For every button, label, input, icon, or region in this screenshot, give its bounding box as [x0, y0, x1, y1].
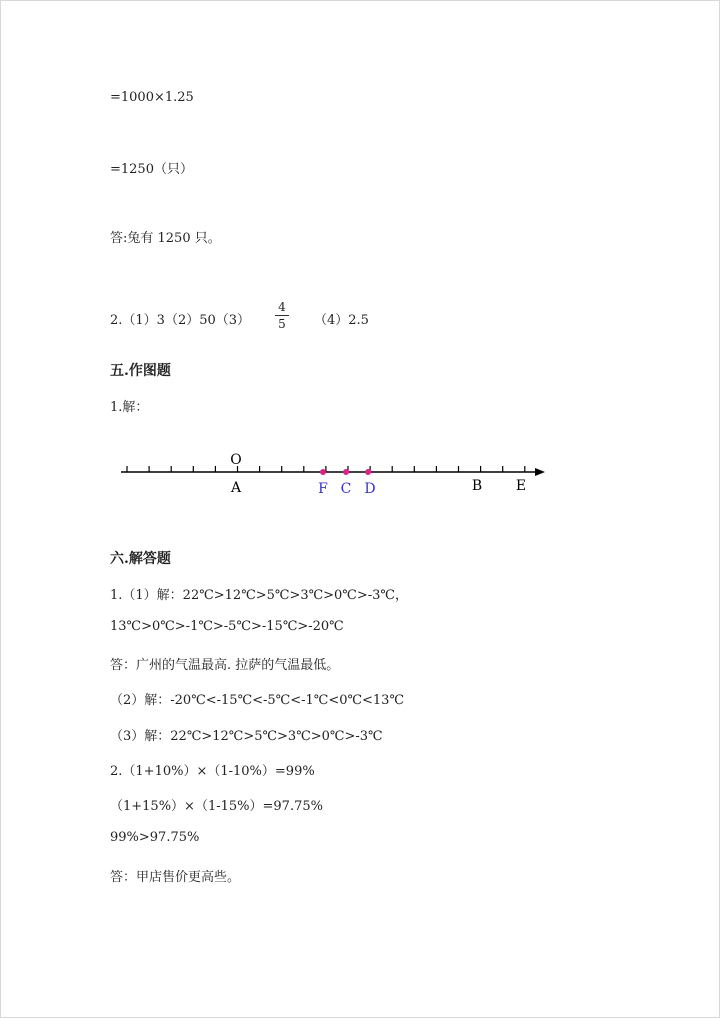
- section-6-title: 六.解答题: [110, 551, 171, 567]
- s6-line: 2.（1+10%）×（1-10%）=99%: [110, 764, 315, 779]
- s6-line: 99%>97.75%: [110, 830, 200, 845]
- section-5-title: 五.作图题: [110, 363, 171, 379]
- fraction-bar: [275, 315, 289, 316]
- label-O: O: [230, 452, 242, 468]
- fraction-four-fifths: [275, 300, 289, 331]
- label-C: C: [340, 481, 352, 497]
- label-A: A: [230, 480, 242, 496]
- point-C: [343, 469, 349, 475]
- s6-line: （3）解：22℃>12℃>5℃>3℃>0℃>-3℃: [110, 729, 383, 744]
- calc-line-1: =1000×1.25: [110, 90, 194, 105]
- s6-line: 答：甲店售价更高些。: [110, 870, 241, 885]
- section-5-q1: 1.解：: [110, 400, 149, 415]
- fraction-numerator: 4: [278, 300, 286, 314]
- number-line-figure: [0, 445, 720, 505]
- fraction-denominator: 5: [278, 317, 286, 331]
- s6-line: 答：广州的气温最高. 拉萨的气温最低。: [110, 658, 340, 673]
- axis-ticks: [127, 466, 525, 472]
- calc-line-2: =1250（只）: [110, 162, 193, 177]
- label-B: B: [471, 478, 483, 494]
- label-E: E: [515, 478, 527, 494]
- label-F: F: [318, 481, 328, 497]
- s6-line: （2）解：-20℃<-15℃<-5℃<-1℃<0℃<13℃: [110, 693, 404, 708]
- point-D: [365, 469, 371, 475]
- label-D: D: [364, 481, 376, 497]
- answer-rabbit: 答:兔有 1250 只。: [110, 231, 221, 246]
- q2-answers-part2: （4）2.5: [314, 313, 369, 328]
- q2-answers-part1: 2.（1）3（2）50（3）: [110, 313, 251, 328]
- s6-line: （1+15%）×（1-15%）=97.75%: [110, 799, 323, 814]
- point-F: [320, 469, 326, 475]
- axis-arrow-icon: [535, 468, 545, 476]
- s6-line: 13℃>0℃>-1℃>-5℃>-15℃>-20℃: [110, 619, 344, 634]
- s6-line: 1.（1）解：22℃>12℃>5℃>3℃>0℃>-3℃，: [110, 588, 408, 603]
